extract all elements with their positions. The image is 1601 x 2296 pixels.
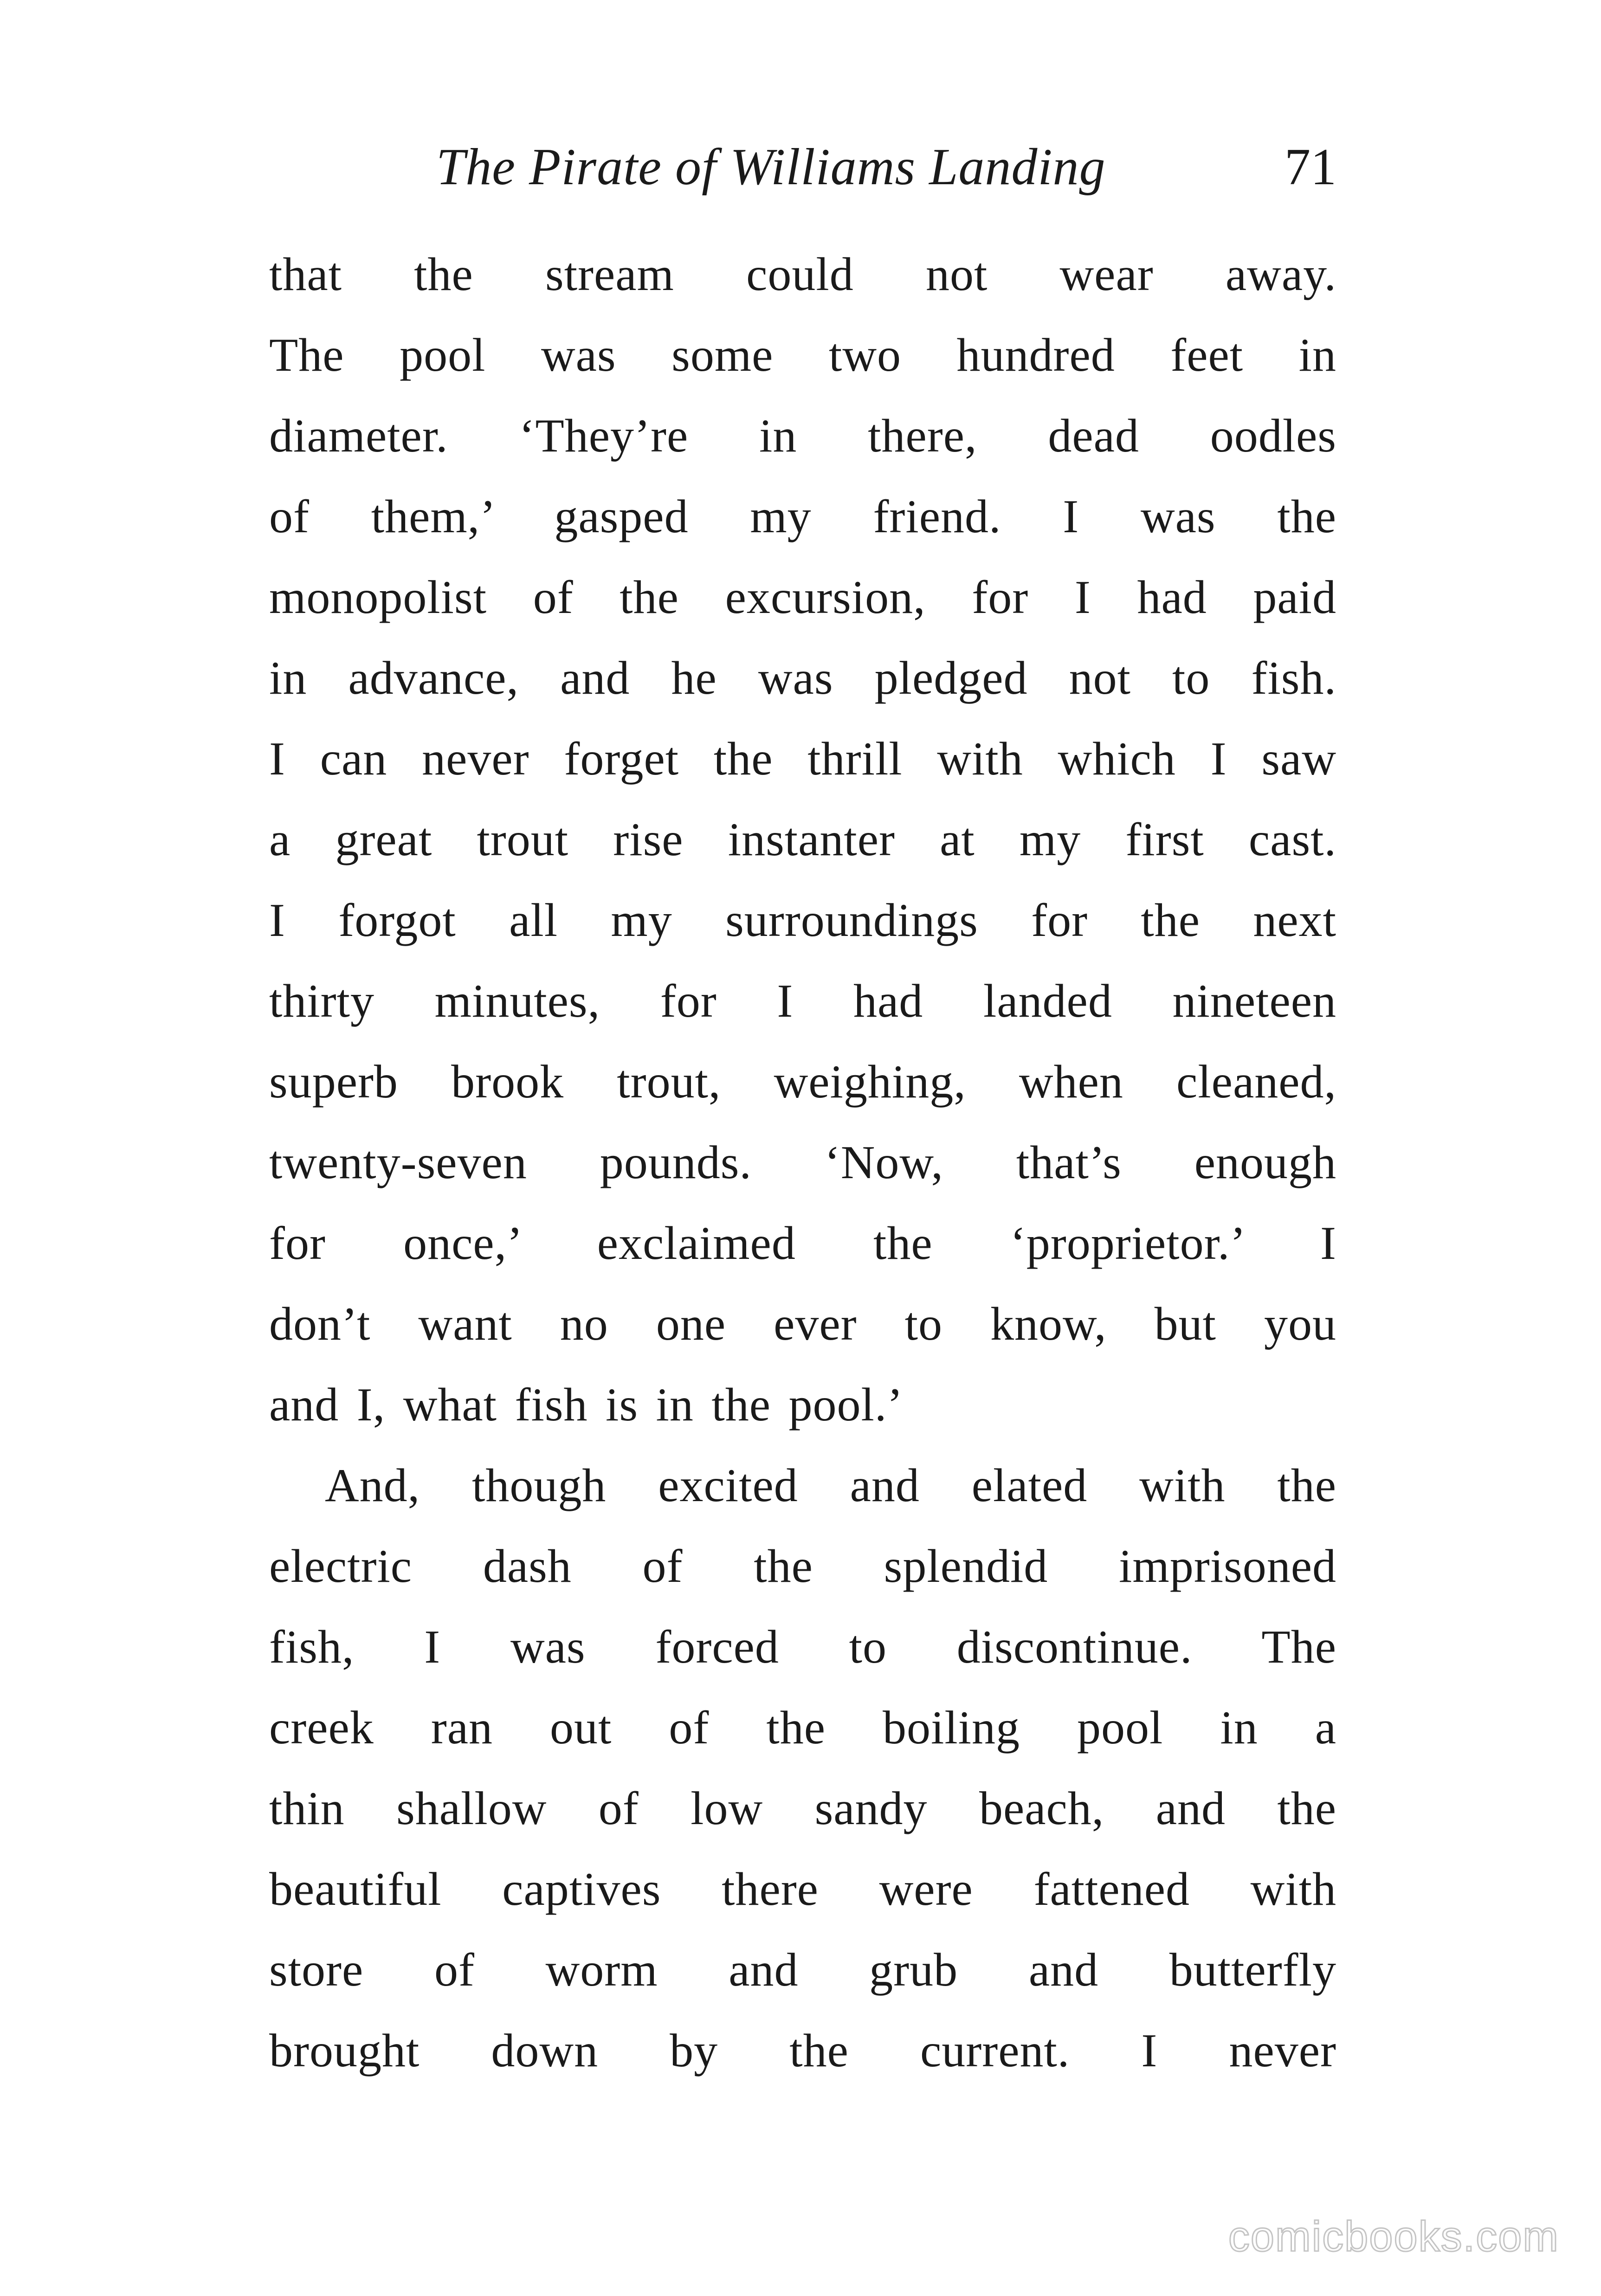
- text-line: brought down by the current. I never: [269, 2025, 1336, 2077]
- text-line: superb brook trout, weighing, when cleaned,: [269, 1056, 1336, 1108]
- text-line: monopolist of the excursion, for I had paid: [269, 571, 1336, 624]
- text-line: electric dash of the splendid imprisoned: [269, 1540, 1336, 1593]
- text-line: The pool was some two hundred feet in: [269, 329, 1336, 381]
- text-line: for once,’ exclaimed the ‘proprietor.’ I: [269, 1217, 1336, 1270]
- running-head: [269, 135, 1336, 209]
- text-line: twenty-seven pounds. ‘Now, that’s enough: [269, 1136, 1336, 1189]
- text-line: store of worm and grub and butterfly: [269, 1944, 1336, 1996]
- text-line: that the stream could not wear away.: [269, 248, 1336, 301]
- text-line: thirty minutes, for I had landed nineteen: [269, 975, 1336, 1027]
- text-line: don’t want no one ever to know, but you: [269, 1298, 1336, 1350]
- watermark: comicbooks.com: [1228, 2213, 1559, 2260]
- paragraph-end-line: and I, what fish is in the pool.’: [269, 1379, 904, 1431]
- body-text: [269, 234, 1336, 2091]
- text-line: thin shallow of low sandy beach, and the: [269, 1782, 1336, 1835]
- text-line: a great trout rise instanter at my first cast.: [269, 813, 1336, 866]
- text-line: beautiful captives there were fattened with: [269, 1863, 1336, 1915]
- page-number: 71: [1285, 138, 1336, 196]
- text-line: of them,’ gasped my friend. I was the: [269, 490, 1336, 543]
- text-line: fish, I was forced to discontinue. The: [269, 1621, 1336, 1673]
- text-line: I forgot all my surroundings for the next: [269, 894, 1336, 947]
- paragraph-start-line: And, though excited and elated with the: [325, 1459, 1336, 1512]
- running-title: The Pirate of Williams Landing: [436, 138, 1106, 196]
- text-line: in advance, and he was pledged not to fish.: [269, 652, 1336, 704]
- text-line: creek ran out of the boiling pool in a: [269, 1702, 1336, 1754]
- text-line: diameter. ‘They’re in there, dead oodles: [269, 410, 1336, 462]
- text-line: I can never forget the thrill with which I saw: [269, 733, 1336, 785]
